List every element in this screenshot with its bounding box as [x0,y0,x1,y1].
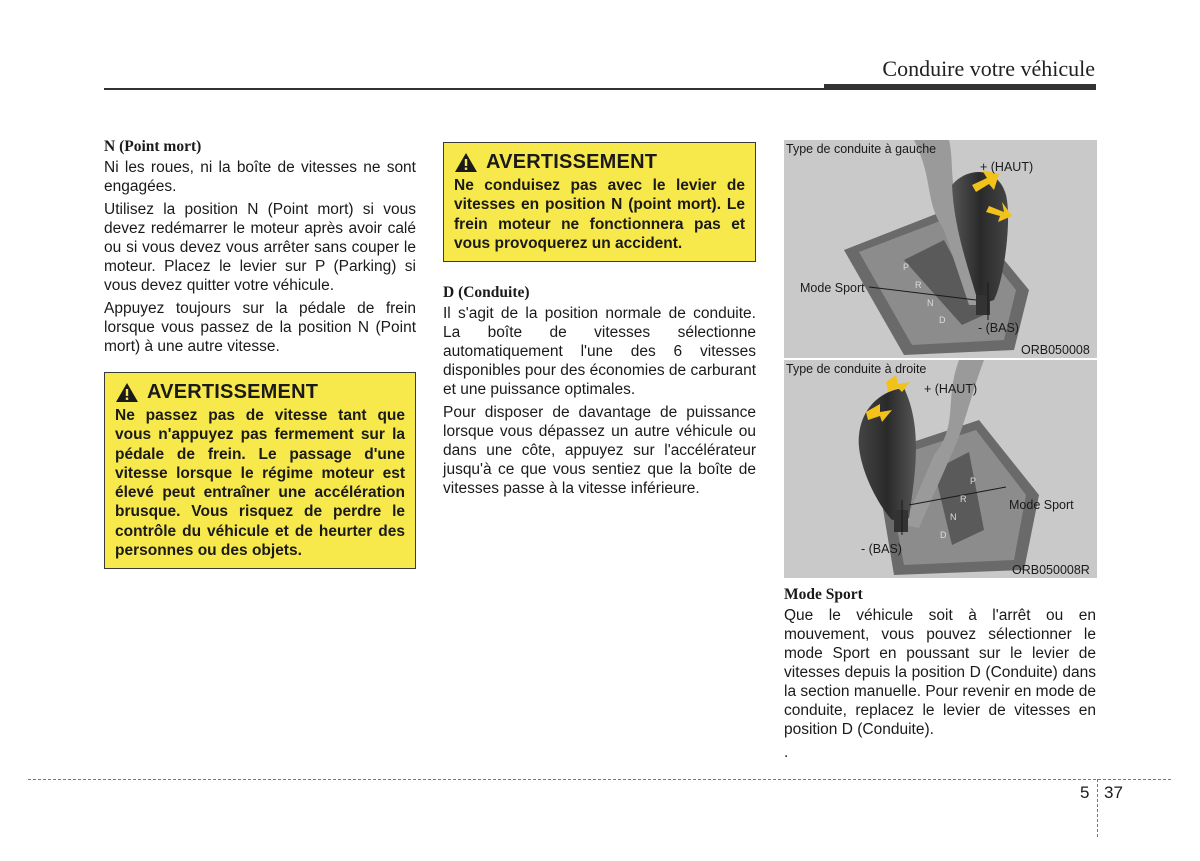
column-left [104,138,416,569]
paragraph: Ni les roues, ni la boîte de vitesses ne sont engagées. [104,159,416,195]
page-number: 37 [1104,783,1123,802]
mode-sport-label: Mode Sport [1009,498,1074,512]
warning-triangle-icon [115,382,139,403]
warning-triangle-icon [454,152,478,173]
mode-sport-label: Mode Sport [800,281,865,295]
section-heading-neutral: N (Point mort) [104,138,202,155]
shift-lever-figure-lhd [784,140,1097,358]
shift-lever-illustration [784,140,1097,358]
gate-letter: D [939,315,946,325]
down-label: - (BAS) [861,542,902,556]
header-rule-bar [824,84,1096,90]
warning-box [443,142,756,262]
up-label: + (HAUT) [980,160,1034,174]
paragraph: . [784,744,789,761]
column-right [784,140,1096,766]
warning-title: AVERTISSEMENT [486,151,658,173]
paragraph: Appuyez toujours sur la pédale de frein lorsque vous passez de la position N (Point mort) à une autre vitesse. [104,300,416,355]
gate-letter: N [927,298,934,308]
gate-letter: N [950,512,957,522]
gate-letter: R [960,494,967,504]
page-header-title: Conduire votre véhicule [882,56,1095,81]
paragraph: Pour disposer de davantage de puissance lorsque vous dépassez un autre véhicule ou dans une côte, appuyez sur l'accélérateur jusqu'à ce que vous sentiez que la boîte de vitesses passe à la vitesse inférieure. [443,404,756,498]
shift-lever-figure-rhd [784,360,1097,578]
header-rule [104,88,824,90]
section-heading-drive: D (Conduite) [443,284,530,302]
section-number: 5 [1080,783,1090,802]
gate-letter: P [903,262,910,272]
footer-rule [28,779,1171,780]
figure-code: ORB050008R [1012,563,1090,577]
column-middle [443,142,756,502]
up-label: + (HAUT) [924,382,978,396]
gate-letter: R [915,280,922,290]
warning-title: AVERTISSEMENT [147,381,319,403]
figure-code: ORB050008 [1021,343,1090,357]
down-label: - (BAS) [978,321,1019,335]
paragraph: Que le véhicule soit à l'arrêt ou en mouvement, vous pouvez sélectionner le mode Sport en poussant sur le levier de vitesses depuis la position D (Conduite) dans la section manuelle. Pour revenir en mode de conduite, replacez le levier de vitesses en position D (Conduite). [784,607,1096,738]
footer-divider [1097,779,1098,837]
figure-caption: Type de conduite à droite [786,362,927,376]
warning-box [104,372,416,569]
gate-letter: D [940,530,947,540]
section-heading-sport: Mode Sport [784,586,863,603]
gate-letter: P [970,476,977,486]
warning-text: Ne conduisez pas avec le levier de vitesses en position N (point mort). Le frein moteur ne fonctionnera pas et vous provoquerez un accident. [454,177,745,252]
paragraph: Utilisez la position N (Point mort) si vous devez redémarrer le moteur après avoir calé ou si vous devez vous arrêter sans couper le moteur. Placez le levier sur P (Parking) si vous devez quitter votre véhicule. [104,201,416,294]
warning-text: Ne passez pas de vitesse tant que vous n'appuyez pas fermement sur la pédale de frein. Le passage d'une vitesse lorsque le régime moteur est élevé peut entraîner une accélération brusque. Vous risquez de perdre le contrôle du véhicule et de heurter des personnes ou des objets. [115,407,405,560]
figure-caption: Type de conduite à gauche [786,142,937,156]
paragraph: Il s'agit de la position normale de conduite. La boîte de vitesses sélectionne automatiquement l'une des 6 vitesses disponibles pour des économies de carburant et une puissance optimales. [443,305,756,399]
